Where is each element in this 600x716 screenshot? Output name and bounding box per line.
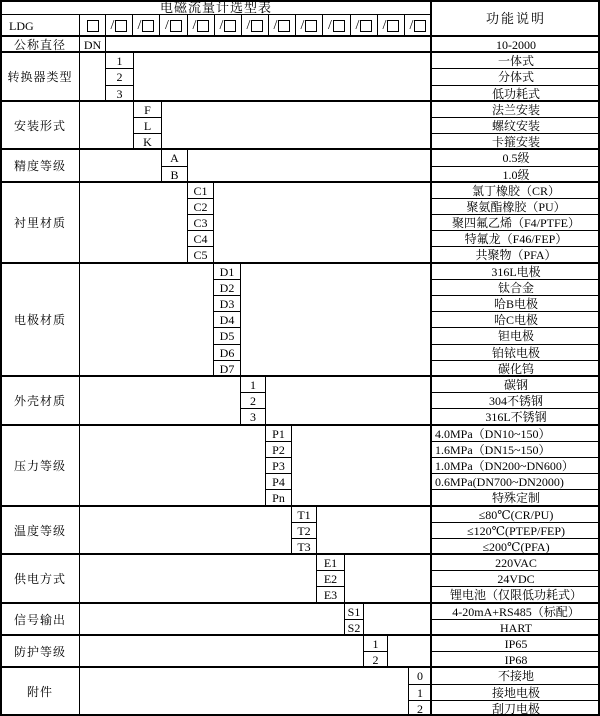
function-desc-cell: 一体式 <box>431 52 600 69</box>
function-desc-cell: 分体式 <box>431 68 600 86</box>
model-code-box-icon <box>305 20 317 32</box>
code-cell: T1 <box>291 506 317 523</box>
function-desc-cell: 316L电极 <box>431 263 600 280</box>
function-desc-cell: 哈B电极 <box>431 295 600 312</box>
group-label: 外壳材质 <box>0 376 80 426</box>
code-cell: B <box>161 166 188 183</box>
code-cell: D6 <box>213 344 241 361</box>
code-cell: 2 <box>363 651 388 668</box>
code-cell: C2 <box>187 198 214 215</box>
code-cell: 2 <box>240 392 266 409</box>
function-desc-cell: 10-2000 <box>431 36 600 53</box>
function-desc-cell: ≤80℃(CR/PU) <box>431 506 600 523</box>
code-cell: D3 <box>213 295 241 312</box>
function-desc-cell: HART <box>431 619 600 636</box>
code-cell: A <box>161 149 188 167</box>
code-cell: D4 <box>213 311 241 328</box>
group-label: 电极材质 <box>0 263 80 377</box>
code-cell: P4 <box>265 473 292 490</box>
function-desc-cell: 法兰安装 <box>431 101 600 118</box>
model-first-box-cell <box>79 14 106 37</box>
group-label: 转换器类型 <box>0 52 80 102</box>
code-cell: C3 <box>187 214 214 231</box>
code-cell: 0 <box>408 667 432 685</box>
empty-span-cell <box>79 603 345 636</box>
model-code-box-icon <box>278 20 290 32</box>
group-label: 精度等级 <box>0 149 80 183</box>
code-cell: 2 <box>408 700 432 716</box>
function-desc-cell: 220VAC <box>431 554 600 571</box>
empty-span-cell <box>187 149 432 183</box>
model-code-box-icon <box>115 20 127 32</box>
empty-span-cell <box>240 263 432 377</box>
empty-span-cell <box>291 425 432 507</box>
code-cell: D1 <box>213 263 241 280</box>
function-desc-cell: 哈C电极 <box>431 311 600 328</box>
empty-span-cell <box>265 376 432 426</box>
group-label: 信号输出 <box>0 603 80 636</box>
code-cell: E1 <box>316 554 345 571</box>
code-cell: P3 <box>265 457 292 474</box>
empty-span-cell <box>79 52 106 102</box>
code-cell: P2 <box>265 441 292 458</box>
function-desc-cell: 钽电极 <box>431 327 600 345</box>
model-code-box-icon <box>333 20 345 32</box>
empty-span-cell <box>133 52 432 102</box>
function-desc-cell: 4-20mA+RS485（标配） <box>431 603 600 620</box>
function-desc-cell: 碳化钨 <box>431 360 600 377</box>
model-code-box-icon <box>87 20 99 32</box>
empty-span-cell <box>316 506 432 555</box>
code-cell: D7 <box>213 360 241 377</box>
function-desc-cell: 1.6MPa（DN15~150） <box>431 441 600 458</box>
model-code-box-icon <box>251 20 263 32</box>
model-digit-box-cell: / <box>132 14 160 37</box>
function-desc-cell: ≤200℃(PFA) <box>431 538 600 555</box>
function-desc-cell: 1.0MPa（DN200~DN600） <box>431 457 600 474</box>
group-label: 压力等级 <box>0 425 80 507</box>
function-desc-cell: 0.6MPa(DN700~DN2000) <box>431 473 600 490</box>
function-desc-cell: 低功耗式 <box>431 85 600 102</box>
empty-span-cell <box>79 376 241 426</box>
function-desc-cell: 不接地 <box>431 667 600 685</box>
function-desc-cell: IP65 <box>431 635 600 652</box>
code-cell: T2 <box>291 522 317 539</box>
code-cell: P1 <box>265 425 292 442</box>
function-desc-cell: 聚氨酯橡胶（PU） <box>431 198 600 215</box>
code-cell: C1 <box>187 182 214 199</box>
code-cell: S1 <box>344 603 364 620</box>
model-code-box-icon <box>224 20 236 32</box>
code-cell: 1 <box>105 52 134 69</box>
group-label: 公称直径 <box>0 36 80 53</box>
function-desc-cell: 共聚物（PFA） <box>431 246 600 264</box>
function-desc-cell: IP68 <box>431 651 600 668</box>
code-cell: E2 <box>316 570 345 587</box>
model-digit-box-cell: / <box>322 14 351 37</box>
empty-span-cell <box>344 554 432 604</box>
function-desc-cell: 0.5级 <box>431 149 600 167</box>
model-digit-box-cell: / <box>105 14 133 37</box>
function-desc-cell: 304不锈钢 <box>431 392 600 409</box>
empty-span-cell <box>79 554 317 604</box>
code-cell: 1 <box>363 635 388 652</box>
group-label: 温度等级 <box>0 506 80 555</box>
table-title: 电磁流量计选型表 <box>0 0 432 15</box>
code-cell: C4 <box>187 230 214 247</box>
model-digit-box-cell: / <box>214 14 242 37</box>
code-cell: 3 <box>240 408 266 426</box>
model-digit-box-cell: / <box>377 14 405 37</box>
empty-span-cell <box>79 149 162 183</box>
group-label: 防护等级 <box>0 635 80 668</box>
function-desc-cell: 碳钢 <box>431 376 600 393</box>
model-digit-box-cell: / <box>295 14 323 37</box>
code-cell: L <box>133 117 162 134</box>
function-desc-cell: 卡箍安装 <box>431 133 600 150</box>
empty-span-cell <box>105 36 432 53</box>
function-desc-cell: 1.0级 <box>431 166 600 183</box>
group-label: 供电方式 <box>0 554 80 604</box>
code-cell: F <box>133 101 162 118</box>
model-digit-box-cell: / <box>268 14 296 37</box>
model-code-box-icon <box>360 20 372 32</box>
empty-span-cell <box>79 263 214 377</box>
empty-span-cell <box>213 182 432 264</box>
function-desc-cell: 氯丁橡胶（CR） <box>431 182 600 199</box>
empty-span-cell <box>79 101 134 150</box>
code-cell: K <box>133 133 162 150</box>
group-label: 衬里材质 <box>0 182 80 264</box>
function-desc-cell: 特殊定制 <box>431 489 600 507</box>
model-digit-box-cell: / <box>241 14 269 37</box>
code-cell: Pn <box>265 489 292 507</box>
function-desc-cell: 316L不锈钢 <box>431 408 600 426</box>
empty-span-cell <box>79 667 409 716</box>
code-cell: 3 <box>105 85 134 102</box>
empty-span-cell <box>79 506 292 555</box>
model-digit-box-cell: / <box>404 14 432 37</box>
empty-span-cell <box>79 635 364 668</box>
code-cell: D5 <box>213 327 241 345</box>
empty-span-cell <box>79 425 266 507</box>
model-code-box-icon <box>414 20 426 32</box>
function-desc-cell: 刮刀电极 <box>431 700 600 716</box>
model-code-box-icon <box>387 20 399 32</box>
function-desc-cell: 螺纹安装 <box>431 117 600 134</box>
model-digit-box-cell: / <box>350 14 378 37</box>
empty-span-cell <box>79 182 188 264</box>
model-code-box-icon <box>197 20 209 32</box>
code-cell: T3 <box>291 538 317 555</box>
model-code-box-icon <box>170 20 182 32</box>
function-desc-cell: 24VDC <box>431 570 600 587</box>
code-cell: C5 <box>187 246 214 264</box>
model-code-prefix: LDG <box>0 14 80 37</box>
function-desc-cell: 铂铱电极 <box>431 344 600 361</box>
empty-span-cell <box>161 101 432 150</box>
function-desc-cell: 锂电池（仅限低功耗式） <box>431 586 600 604</box>
model-digit-box-cell: / <box>187 14 215 37</box>
model-digit-box-cell: / <box>159 14 188 37</box>
empty-span-cell <box>363 603 432 636</box>
function-desc-cell: 钛合金 <box>431 279 600 296</box>
code-cell: S2 <box>344 619 364 636</box>
group-label: 附件 <box>0 667 80 716</box>
function-desc-cell: 接地电极 <box>431 684 600 701</box>
function-column-header: 功能说明 <box>431 0 600 37</box>
code-cell: D2 <box>213 279 241 296</box>
code-cell: 1 <box>408 684 432 701</box>
code-cell: 2 <box>105 68 134 86</box>
model-code-box-icon <box>142 20 154 32</box>
empty-span-cell <box>387 635 432 668</box>
code-cell: 1 <box>240 376 266 393</box>
code-cell: E3 <box>316 586 345 604</box>
group-label: 安装形式 <box>0 101 80 150</box>
function-desc-cell: 4.0MPa（DN10~150） <box>431 425 600 442</box>
function-desc-cell: 聚四氟乙烯（F4/PTFE） <box>431 214 600 231</box>
code-cell: DN <box>79 36 106 53</box>
function-desc-cell: 特氟龙（F46/FEP） <box>431 230 600 247</box>
function-desc-cell: ≤120℃(PTEP/FEP) <box>431 522 600 539</box>
